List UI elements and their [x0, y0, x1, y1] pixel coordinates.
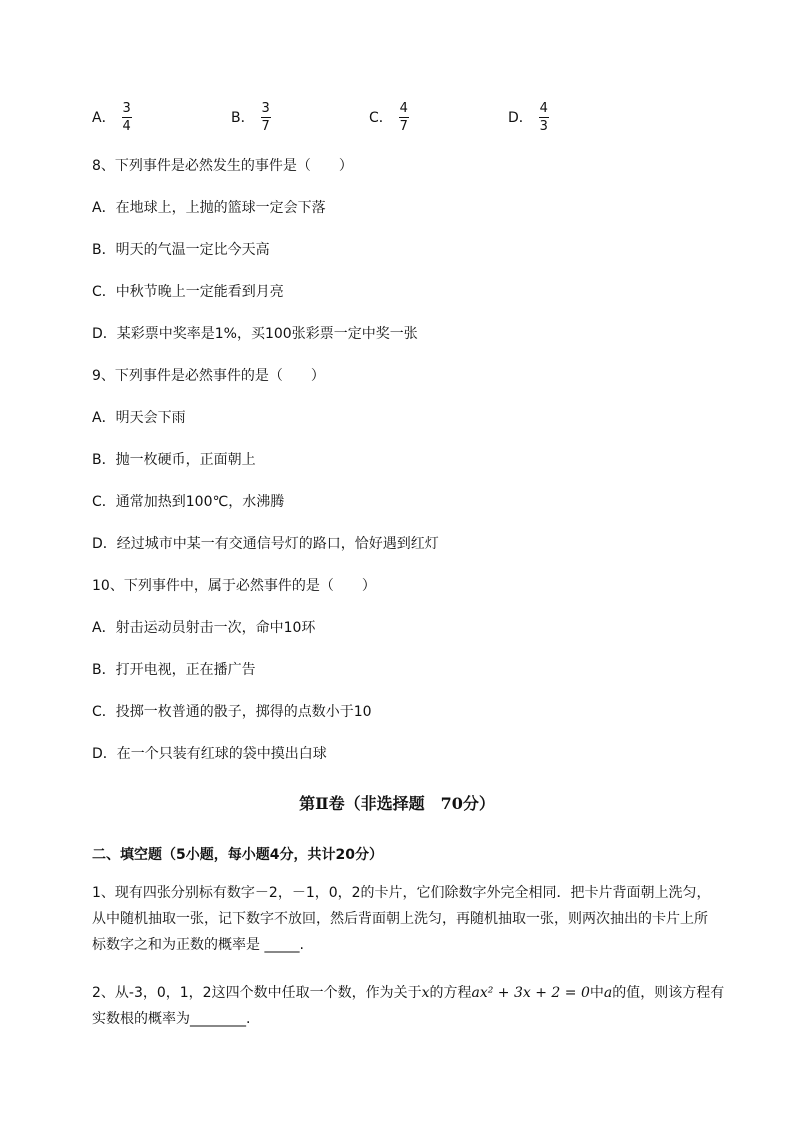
section-heading: 二、填空题（5小题，每小题4分，共计20分）	[92, 847, 383, 863]
fraction	[399, 101, 409, 134]
denominator: 4	[122, 118, 131, 134]
q9-stem: 9、下列事件是必然事件的是（ ）	[92, 368, 325, 384]
fraction-bar	[539, 117, 549, 118]
q7-option-d	[508, 99, 549, 135]
option-letter: D．	[508, 110, 533, 126]
option-letter: C．	[369, 110, 393, 126]
fill1-line-3: 标数字之和为正数的概率是 _____.	[92, 937, 304, 953]
q7-option-b	[231, 99, 271, 135]
fill2-text-3: 中	[589, 985, 604, 1001]
numerator: 3	[261, 100, 270, 116]
option-letter: B．	[231, 110, 255, 126]
q7-option-c	[369, 99, 409, 135]
q8-option-b: B．明天的气温一定比今天高	[92, 242, 270, 258]
fraction-bar	[122, 117, 132, 118]
fill2-text-2: 的方程	[429, 985, 472, 1001]
option-letter: A．	[92, 110, 116, 126]
section-title: 第Ⅱ卷（非选择题 70分）	[299, 794, 495, 813]
fill2-line-1	[92, 980, 725, 1006]
denominator: 7	[399, 118, 408, 134]
q8-option-c: C．中秋节晚上一定能看到月亮	[92, 284, 284, 300]
q9-option-d: D．经过城市中某一有交通信号灯的路口，恰好遇到红灯	[92, 536, 439, 552]
variable-a: a	[603, 985, 613, 1001]
q9-option-b: B．抛一枚硬币，正面朝上	[92, 452, 256, 468]
q10-option-a: A．射击运动员射击一次，命中10环	[92, 620, 316, 636]
fraction	[122, 101, 132, 134]
numerator: 4	[399, 100, 408, 116]
denominator: 3	[539, 118, 548, 134]
fraction-bar	[261, 117, 271, 118]
fraction	[261, 101, 271, 134]
fill1-line-1: 1、现有四张分别标有数字－2，－1，0，2的卡片，它们除数字外完全相同．把卡片背面朝上洗匀，	[92, 885, 711, 901]
variable-x: x	[421, 985, 430, 1001]
q8-option-a: A．在地球上，上抛的篮球一定会下落	[92, 200, 326, 216]
q10-option-d: D．在一个只装有红球的袋中摸出白球	[92, 746, 327, 762]
equation: ax² + 3x + 2 = 0	[471, 985, 590, 1001]
q9-option-a: A．明天会下雨	[92, 410, 186, 426]
fill-question-2	[92, 980, 725, 1032]
q9-option-c: C．通常加热到100℃，水沸腾	[92, 494, 285, 510]
numerator: 3	[122, 100, 131, 116]
fill2-text-1: 2、从-3，0，1，2这四个数中任取一个数，作为关于	[92, 985, 422, 1001]
fill2-text-4: 的值，则该方程有	[612, 985, 725, 1001]
fraction-bar	[399, 117, 409, 118]
q10-option-b: B．打开电视，正在播广告	[92, 662, 256, 678]
q10-option-c: C．投掷一枚普通的骰子，掷得的点数小于10	[92, 704, 372, 720]
fraction	[539, 101, 549, 134]
q7-options	[92, 99, 592, 135]
q8-option-d: D．某彩票中奖率是1%，买100张彩票一定中奖一张	[92, 326, 418, 342]
fill-question-1	[92, 880, 712, 958]
denominator: 7	[261, 118, 270, 134]
fill1-line-2: 从中随机抽取一张，记下数字不放回，然后背面朝上洗匀，再随机抽取一张，则两次抽出的卡片上所	[92, 911, 708, 927]
numerator: 4	[539, 100, 548, 116]
q10-stem: 10、下列事件中，属于必然事件的是（ ）	[92, 578, 376, 594]
fill2-line-2: 实数根的概率为________.	[92, 1011, 251, 1027]
q8-stem: 8、下列事件是必然发生的事件是（ ）	[92, 158, 353, 174]
q7-option-a	[92, 99, 132, 135]
